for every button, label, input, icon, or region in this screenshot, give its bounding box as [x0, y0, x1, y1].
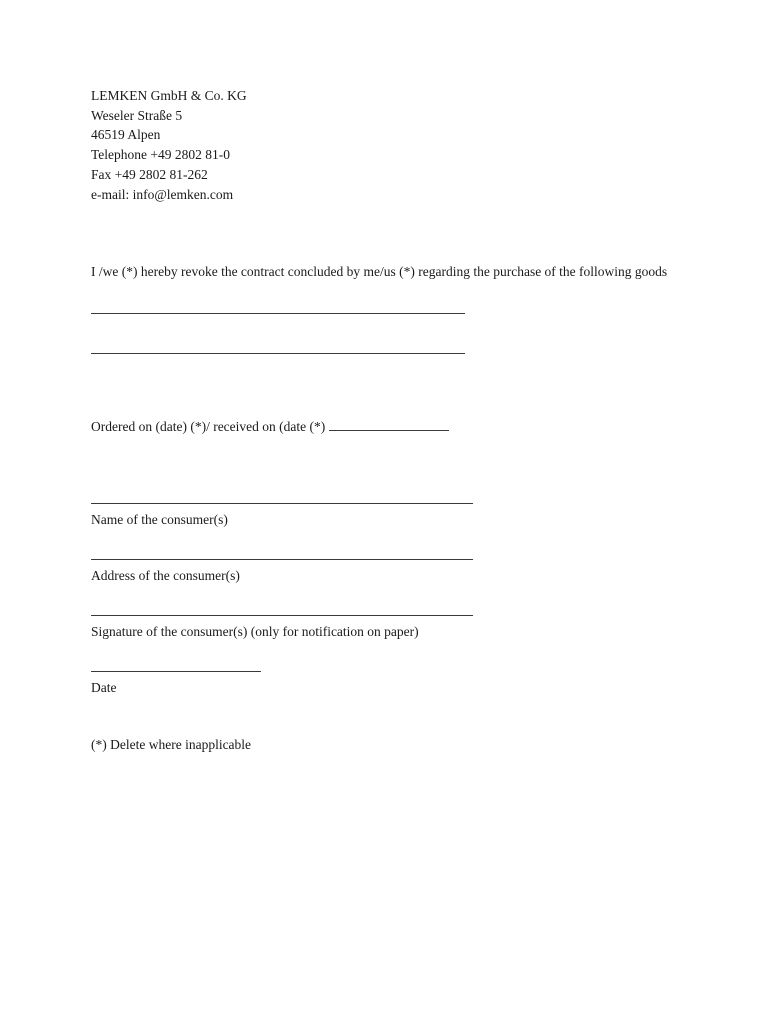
goods-line-1[interactable] — [91, 313, 465, 314]
consumer-address-line[interactable] — [91, 559, 473, 560]
postal-city: 46519 Alpen — [91, 127, 161, 143]
revocation-statement: I /we (*) hereby revoke the contract concluded by me/us (*) regarding the purchase of the following goods — [91, 264, 668, 280]
fax-number: Fax +49 2802 81-262 — [91, 166, 208, 182]
company-name: LEMKEN GmbH & Co. KG — [91, 88, 247, 103]
consumer-signature-line[interactable] — [91, 615, 473, 616]
withdrawal-form — [91, 86, 691, 753]
email-address: e-mail: info@lemken.com — [91, 186, 234, 202]
consumer-signature-field — [91, 615, 691, 641]
date-line[interactable] — [91, 671, 261, 672]
footnote: (*) Delete where inapplicable — [91, 736, 252, 752]
consumer-name-line[interactable] — [91, 503, 473, 504]
telephone-number: Telephone +49 2802 81-0 — [91, 147, 231, 163]
consumer-address-label: Address of the consumer(s) — [91, 567, 240, 583]
order-date-row — [91, 418, 691, 435]
date-field — [91, 671, 691, 697]
recipient-address — [91, 86, 691, 204]
consumer-name-label: Name of the consumer(s) — [91, 511, 228, 527]
consumer-name-field — [91, 503, 691, 529]
street-address: Weseler Straße 5 — [91, 107, 183, 123]
date-label: Date — [91, 679, 117, 695]
order-date-label: Ordered on (date) (*)/ received on (date (*) — [91, 418, 326, 434]
consumer-signature-label: Signature of the consumer(s) (only for notification on paper) — [91, 623, 419, 639]
goods-line-2[interactable] — [91, 353, 465, 354]
order-date-line[interactable] — [329, 418, 449, 431]
consumer-address-field — [91, 559, 691, 585]
